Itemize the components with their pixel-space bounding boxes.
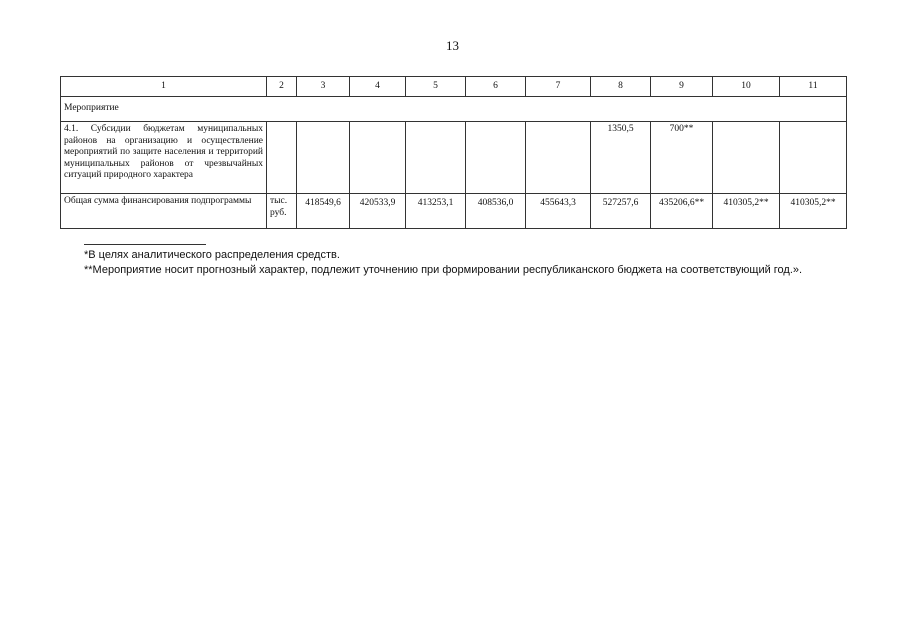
table-cell: 420533,9	[350, 194, 406, 229]
row-description: 4.1. Субсидии бюджетам муниципальных районов на организацию и осуществление мероприятий по защите населения и территорий муниципальных районов от чрезвычайных ситуаций природного характера	[61, 122, 267, 194]
table-cell: 455643,3	[526, 194, 591, 229]
table-cell	[350, 122, 406, 194]
table-cell: 527257,6	[591, 194, 651, 229]
column-header: 6	[466, 77, 526, 97]
column-header: 9	[651, 77, 713, 97]
footnotes	[84, 248, 846, 277]
column-header: 10	[713, 77, 780, 97]
column-header: 11	[780, 77, 847, 97]
row-unit: тыс. руб.	[267, 194, 297, 229]
column-header: 5	[406, 77, 466, 97]
table-cell	[526, 122, 591, 194]
table-cell: 413253,1	[406, 194, 466, 229]
footnote: *В целях аналитического распределения средств.	[84, 249, 340, 261]
footnote-divider	[84, 244, 206, 245]
budget-table	[60, 76, 847, 229]
page-number: 13	[446, 38, 459, 53]
table-cell	[713, 122, 780, 194]
column-header-row	[61, 77, 847, 97]
column-header: 1	[61, 77, 267, 97]
section-row	[61, 97, 847, 122]
column-header: 7	[526, 77, 591, 97]
table-cell: 700**	[651, 122, 713, 194]
column-header: 8	[591, 77, 651, 97]
table-cell	[466, 122, 526, 194]
table-cell: 418549,6	[297, 194, 350, 229]
table-cell: 1350,5	[591, 122, 651, 194]
section-label: Мероприятие	[61, 97, 847, 122]
table-cell: 410305,2**	[713, 194, 780, 229]
table-row-total	[61, 194, 847, 229]
table-cell	[406, 122, 466, 194]
column-header: 2	[267, 77, 297, 97]
table-cell	[297, 122, 350, 194]
table-cell: 408536,0	[466, 194, 526, 229]
table-cell: 410305,2**	[780, 194, 847, 229]
column-header: 3	[297, 77, 350, 97]
row-description: Общая сумма финансирования подпрограммы	[61, 194, 267, 229]
table-cell: 435206,6**	[651, 194, 713, 229]
row-unit	[267, 122, 297, 194]
table-row	[61, 122, 847, 194]
footnote: **Мероприятие носит прогнозный характер, подлежит уточнению при формировании республиканского бюджета на соответствующий год.».	[84, 263, 803, 276]
column-header: 4	[350, 77, 406, 97]
table-cell	[780, 122, 847, 194]
